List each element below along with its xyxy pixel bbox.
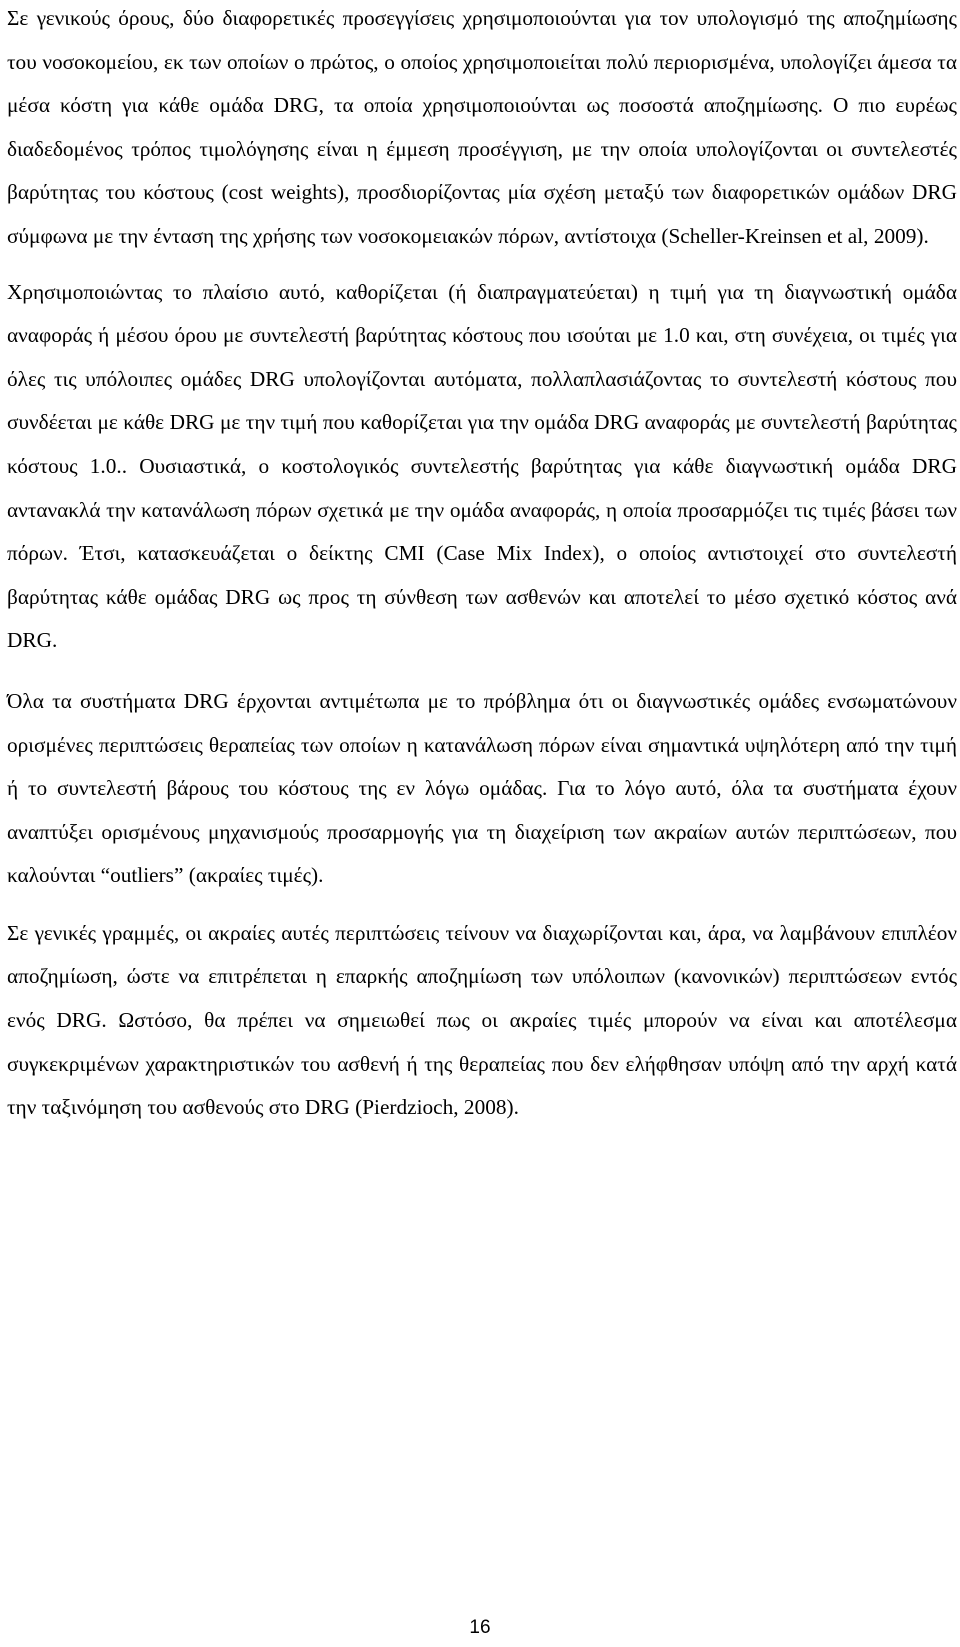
page-number: 16 bbox=[469, 1617, 491, 1638]
paragraph-drg-reimbursement-approaches: Σε γενικούς όρους, δύο διαφορετικές προσεγγίσεις χρησιμοποιούνται για τον υπολογισμό της αποζημίωσης του νοσοκομείου, εκ των οποίων ο πρώτος, ο οποίος χρησιμοποιείται πολύ περιορισμένα, υπολογίζει άμεσα τα μέσα κόστη για κάθε ομάδα DRG, τα οποία χρησιμοποιούνται ως ποσοστά αποζημίωσης. Ο πιο ευρέως διαδεδομένος τρόπος τιμολόγησης είναι η έμμεση προσέγγιση, με την οποία υπολογίζονται οι συντελεστές βαρύτητας του κόστους (cost weights), προσδιορίζοντας μία σχέση μεταξύ των διαφορετικών ομάδων DRG σύμφωνα με την ένταση της χρήσης των νοσοκομειακών πόρων, αντίστοιχα (Scheller-Kreinsen et al, 2009). bbox=[7, 6, 957, 248]
paragraph-outliers: Όλα τα συστήματα DRG έρχονται αντιμέτωπα με το πρόβλημα ότι οι διαγνωστικές ομάδες ενσωματώνουν ορισμένες περιπτώσεις θεραπείας των οποίων η κατανάλωση πόρων είναι σημαντικά υψηλότερη από την τιμή ή το συντελεστή βάρους του κόστους της εν λόγω ομάδας. Για το λόγο αυτό, όλα τα συστήματα έχουν αναπτύξει ορισμένους μηχανισμούς προσαρμογής για τη διαχείριση των ακραίων αυτών περιπτώσεων, που καλούνται “outliers” (ακραίες τιμές). bbox=[7, 688, 957, 888]
document-body bbox=[7, 0, 957, 1130]
paragraph-cost-weights-pricing: Χρησιμοποιώντας το πλαίσιο αυτό, καθορίζεται (ή διαπραγματεύεται) η τιμή για τη διαγνωστική ομάδα αναφοράς ή μέσου όρου με συντελεστή βαρύτητας κόστους που ισούται με 1.0 και, στη συνέχεια, οι τιμές για όλες τις υπόλοιπες ομάδες DRG υπολογίζονται αυτόματα, πολλαπλασιάζοντας το συντελεστή κόστους που συνδέεται με κάθε DRG με την τιμή που καθορίζεται για την ομάδα DRG αναφοράς με συντελεστή βαρύτητας κόστους 1.0.. Ουσιαστικά, ο κοστολογικός συντελεστής βαρύτητας για κάθε διαγνωστική ομάδα DRG αντανακλά την κατανάλωση πόρων σχετικά με την ομάδα αναφοράς, η οποία προσαρμόζει τις τιμές βάσει των πόρων. Έτσι, κατασκευάζεται ο δείκτης CMI (Case Mix Index), ο οποίος αντιστοιχεί στο συντελεστή βαρύτητας κάθε ομάδας DRG ως προς τη σύνθεση των ασθενών και αποτελεί το μέσο σχετικό κόστος ανά DRG. bbox=[7, 279, 957, 653]
paragraph-outlier-compensation: Σε γενικές γραμμές, οι ακραίες αυτές περιπτώσεις τείνουν να διαχωρίζονται και, άρα, να λαμβάνουν επιπλέον αποζημίωση, ώστε να επιτρέπεται η επαρκής αποζημίωση των υπόλοιπων (κανονικών) περιπτώσεων εντός ενός DRG. Ωστόσο, θα πρέπει να σημειωθεί πως οι ακραίες τιμές μπορούν να είναι και αποτέλεσμα συγκεκριμένων χαρακτηριστικών του ασθενή ή της θεραπείας που δεν ελήφθησαν υπόψη από την αρχή κατά την ταξινόμηση του ασθενούς στο DRG (Pierdzioch, 2008). bbox=[7, 920, 957, 1120]
